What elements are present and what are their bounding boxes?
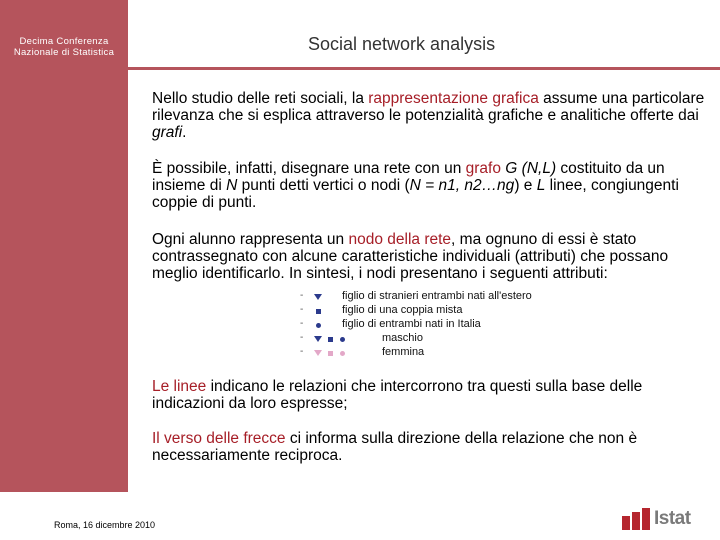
paragraph-arrows xyxy=(152,430,712,464)
logo-text: Istat xyxy=(654,508,691,529)
p2-italic-graph: G (N,L) xyxy=(505,160,557,177)
legend-dash: - xyxy=(300,304,304,315)
p2-text-k: linee, congiungenti coppie di punti. xyxy=(152,177,679,211)
p3-highlight: nodo della rete xyxy=(348,231,452,248)
p3-text-a: Ogni alunno rappresenta un xyxy=(152,231,349,248)
triangle-down-icon xyxy=(314,294,322,300)
legend-dash: - xyxy=(300,346,304,357)
legend-label-male: maschio xyxy=(382,332,423,344)
conference-title-line1: Decima Conferenza xyxy=(19,36,109,47)
paragraph-graph-definition xyxy=(152,160,712,211)
p2-italic-nodes: N = n1, n2…ng xyxy=(409,177,515,194)
square-icon xyxy=(328,351,333,356)
logo-bar xyxy=(632,512,640,530)
square-icon xyxy=(328,337,333,342)
paragraph-lines xyxy=(152,378,712,412)
triangle-down-icon xyxy=(314,336,322,342)
p2-highlight: grafo xyxy=(465,160,501,177)
paragraph-graphic-representation xyxy=(152,90,712,141)
circle-icon xyxy=(340,351,345,356)
legend-label-foreign: figlio di stranieri entrambi nati all'estero xyxy=(342,290,532,302)
p1-text-a: Nello studio delle reti sociali, la xyxy=(152,90,369,107)
p2-italic-n: N xyxy=(226,177,238,194)
conference-title-line2: Nazionale di Statistica xyxy=(13,47,115,58)
p4-text-b: indicano le relazioni che intercorrono tra questi sulla base delle indicazioni da loro espresse; xyxy=(152,378,643,412)
p3-text-c: , ma ognuno di essi è stato contrassegnato con alcune caratteristiche individuali (attributi) che possano meglio identificarlo. In sintesi, i nodi presentano i seguenti attributi: xyxy=(152,231,669,282)
p5-text-b: ci informa sulla direzione della relazione che non è necessariamente reciproca. xyxy=(152,430,638,464)
legend-dash: - xyxy=(300,332,304,343)
legend-dash: - xyxy=(300,318,304,329)
footer-date: Roma, 16 dicembre 2010 xyxy=(54,520,156,530)
circle-icon xyxy=(316,323,321,328)
p1-highlight: rappresentazione grafica xyxy=(368,90,539,107)
legend-dash: - xyxy=(300,290,304,301)
p1-italic: grafi xyxy=(152,124,183,141)
p4-highlight: Le linee xyxy=(152,378,207,395)
square-icon xyxy=(316,309,321,314)
p2-text-g: punti detti vertici o nodi ( xyxy=(237,177,410,194)
sidebar-bottom-gap xyxy=(0,492,128,540)
header-divider xyxy=(128,67,720,70)
legend-label-mixed: figlio di una coppia mista xyxy=(342,304,463,316)
p5-highlight: Il verso delle frecce xyxy=(152,430,286,447)
page-title: Social network analysis xyxy=(308,34,496,54)
legend-label-italian: figlio di entrambi nati in Italia xyxy=(342,318,481,330)
logo-bar xyxy=(622,516,630,530)
p2-text-e: costituito da un insieme di xyxy=(152,160,665,194)
conference-title xyxy=(0,36,128,58)
p2-text-i: ) e xyxy=(514,177,537,194)
sidebar xyxy=(0,0,128,540)
p1-text-c: assume una particolare rilevanza che si esplica attraverso le potenzialità grafiche e analitiche offerte dai xyxy=(152,90,705,124)
circle-icon xyxy=(340,337,345,342)
p1-text-e: . xyxy=(182,124,187,141)
p2-text-a: È possibile, infatti, disegnare una rete con un xyxy=(152,160,466,177)
paragraph-nodes xyxy=(152,231,712,282)
p2-italic-l: L xyxy=(536,177,546,194)
triangle-down-icon xyxy=(314,350,322,356)
legend-label-female: femmina xyxy=(382,346,425,358)
logo-bar xyxy=(642,508,650,530)
istat-logo xyxy=(622,508,694,530)
